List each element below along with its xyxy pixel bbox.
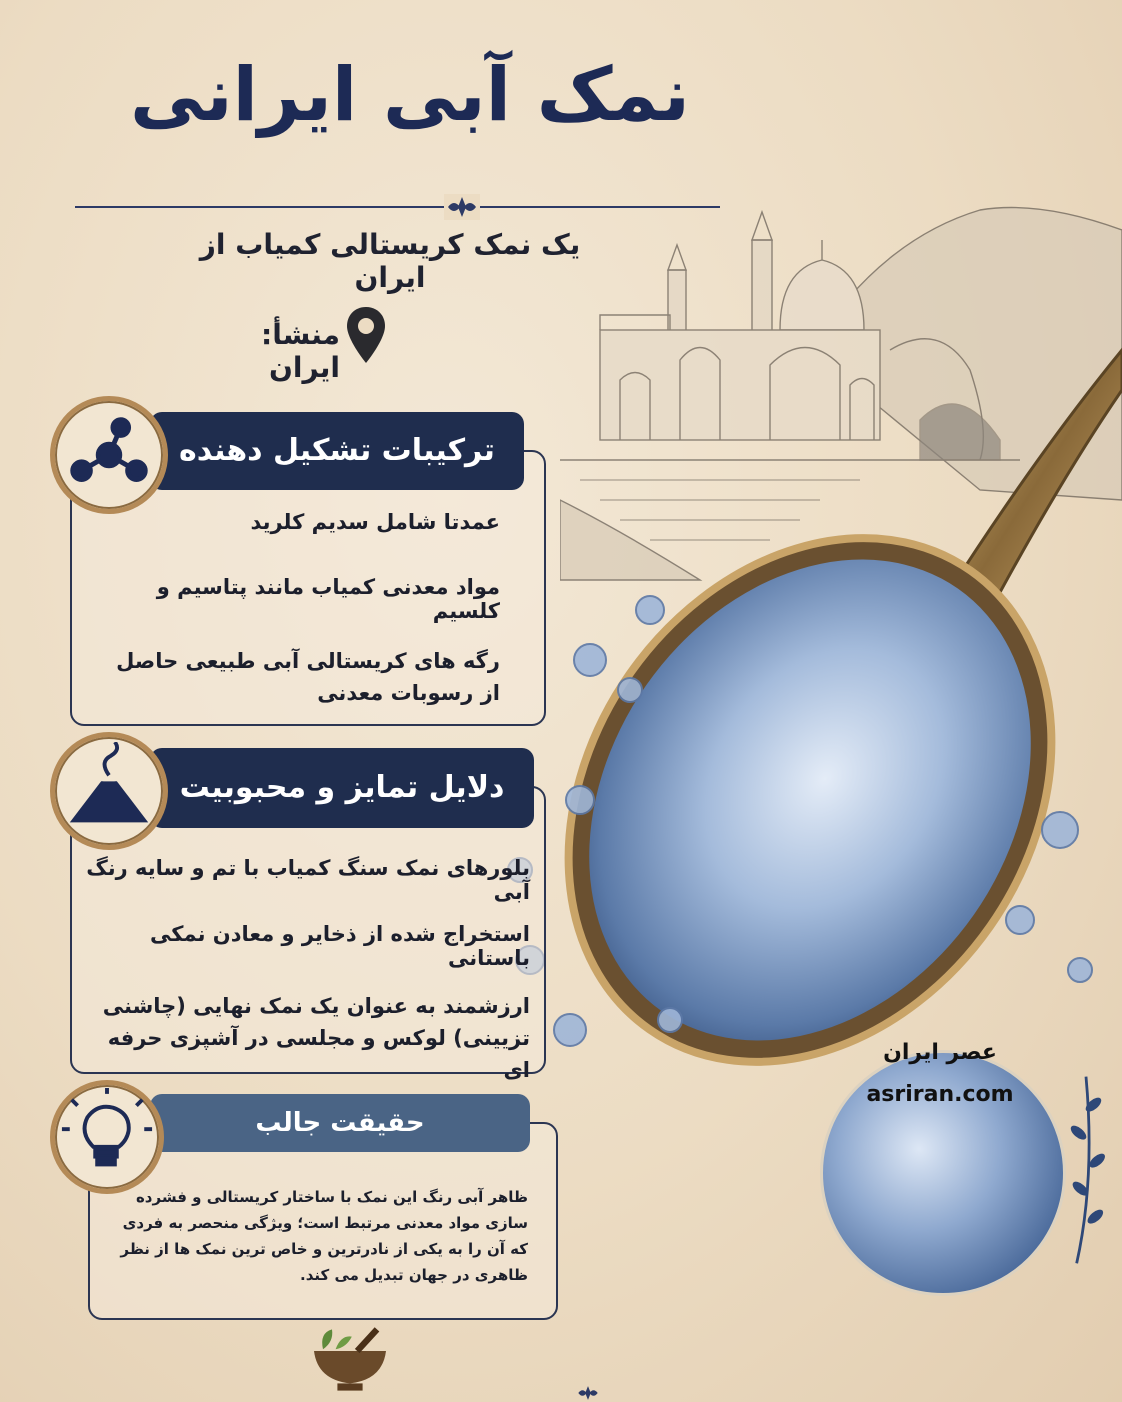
distinction-item: استخراج شده از ذخایر و معادن نمکی باستانی [150, 922, 530, 970]
origin-label: منشأ: ایران [261, 318, 340, 384]
fact-heading: حقیقت جالب [150, 1094, 530, 1152]
distinction-item: ارزشمند به عنوان یک نمک نهایی (چاشنی تزیینی) لوکس و مجلسی در آشپزی حرفه ای [102, 994, 530, 1082]
distinction-heading: دلایل تمایز و محبوبیت [150, 748, 534, 828]
lightbulb-icon [58, 1088, 156, 1186]
fact-text: ظاهر آبی رنگ این نمک با ساختار کریستالی و فشرده سازی مواد معدنی مرتبط است؛ ویژگی منحصر به فردی که آن را به یکی از نادرترین و خاص ترین نمک ها از نظر ظاهری در جهان تبدیل می کند. [120, 1188, 528, 1284]
watermark-name: عصر ایران [883, 1040, 997, 1065]
location-pin-icon [344, 305, 388, 365]
ingredient-item: مواد معدنی کمیاب مانند پتاسیم و کلسیم [156, 575, 500, 623]
volcano-icon [60, 742, 158, 840]
ornament-icon [444, 194, 480, 220]
ingredients-heading: ترکیبات تشکیل دهنده [150, 412, 524, 490]
watermark-url: asriran.com [866, 1082, 1014, 1107]
molecule-icon [60, 406, 158, 504]
mortar-and-pestle-icon [305, 1324, 395, 1396]
subtitle: یک نمک کریستالی کمیاب از ایران [199, 228, 581, 294]
spoon-with-blue-salt-illustration [480, 330, 1122, 1090]
distinction-item: بلورهای نمک سنگ کمیاب با تم و سایه رنگ آبی [86, 856, 530, 904]
ingredient-item: رگه های کریستالی آبی طبیعی حاصل از رسوبات معدنی [116, 649, 500, 705]
page-title: نمک آبی ایرانی [130, 52, 690, 138]
ingredient-item: عمدتا شامل سدیم کلرید [250, 510, 500, 534]
ornament-icon [570, 1384, 606, 1402]
laurel-branch-icon [1058, 1060, 1114, 1280]
